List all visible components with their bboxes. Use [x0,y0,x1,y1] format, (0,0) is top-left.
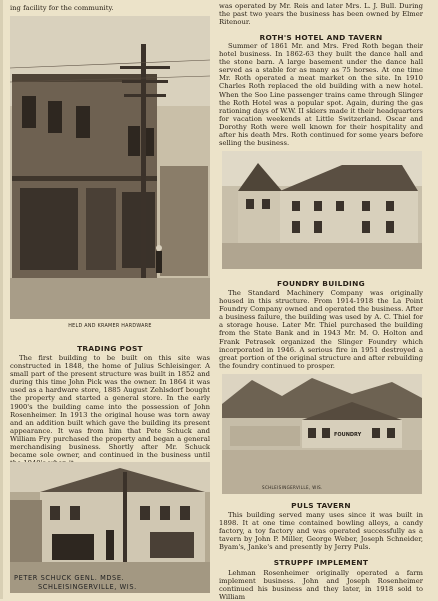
trading-post-body: The first building to be built on this site was constructed in 1848, the home of Julius Schleisinger. A small part of the present structure was built in 1852 and during this time John Pick was the owner. In 1864 it was used as a hardware store, 1885 August Zehlsdorf bought the property and started a general store. In the early 1900's the building came into the possession of John Rosenheimer. In 1913 the original house was torn away and an addition built which gave the building its present appearance. It was from him that Pete Schuck and William Fry purchased the property and began a general merchandising business. Shortly after Mr. Schuck became sole owner, and continued in the business until [10,354,210,460]
puls-heading: PULS TAVERN [291,501,351,510]
hardware-photo-caption: HELD AND KRAMER HARDWARE [68,324,152,329]
schuck-caption-line2: SCHLEISINGERVILLE, WIS. [38,583,137,591]
foundry-body: The Standard Machinery Company was originally housed in this structure. From 1914-1918 the La Point Foundry Company owned and operated the business. After a business failure, the building was used by A. C. Thiel for a storage house. Later Mr. Thiel purchased the building from the State Bank and in 1943 Mr. M. O. Holton and Frank Petrasek organized the Slinger Foundry which incorporated in 1946. A serious fire in 1951 destroyed a great portion of the original structure and after rebuilding the foundry continued to prosper. [219,289,423,370]
struppf-heading: STRUPPF IMPLEMENT [273,558,369,567]
foundry-heading: FOUNDRY BUILDING [277,279,365,288]
trading-post-heading: TRADING POST [77,344,143,353]
puls-body: This building served many uses since it was built in 1898. It at one time contained bowling alleys, a candy factory, a toy factory and was operated successfully as a tavern by John P. Miller, George Weber, Joseph Schneider, Byam's, Janke's and presently by Jerry Puls. [219,511,423,552]
foundry-sign: FOUNDRY [334,432,362,438]
roths-heading: ROTH'S HOTEL AND TAVERN [259,33,383,42]
intro-fragment: ing facility for the community. [10,4,114,12]
struppf-body: Lehman Rosenheimer originally operated a farm implement business. John and Joseph Rosenheimer continued his business and they later, in 1918 sold to William [219,569,423,601]
hardware-store-photo [10,16,210,319]
schuck-caption-line1: PETER SCHUCK GENL. MDSE. [14,574,125,582]
right-intro: was operated by Mr. Reis and later Mrs. L. J. Bull. During the past two years the business has been owned by Elmer Ritenour. [219,2,423,27]
roths-body: Summer of 1861 Mr. and Mrs. Fred Roth began their hotel business. In 1862-63 they built the dance hall and the stone barn. A large basement under the dance hall served as a stable for as many as 75 horses. At one time Mr. Roth operated a meat market on the site. In 1910 Charles Roth replaced the old building with a new hotel. When the Soo Line passenger trains came through Slinger the Roth Hotel was a popular spot. Again, during the gas rationing days of W.W. II skiers made it their headquarters for vacation weekends at Little Switzerland. Oscar and Dorothy Roth were well known for their hospitality and after his death Mrs. Roth continued for some years before selling the business. [219,42,423,148]
roths-hotel-photo [222,151,422,269]
foundry-building-photo [222,374,422,494]
page-edge [0,0,3,599]
foundry-photo-caption: SCHLEISINGERVILLE, WIS. [262,485,323,490]
peter-schuck-store-photo [10,462,210,593]
